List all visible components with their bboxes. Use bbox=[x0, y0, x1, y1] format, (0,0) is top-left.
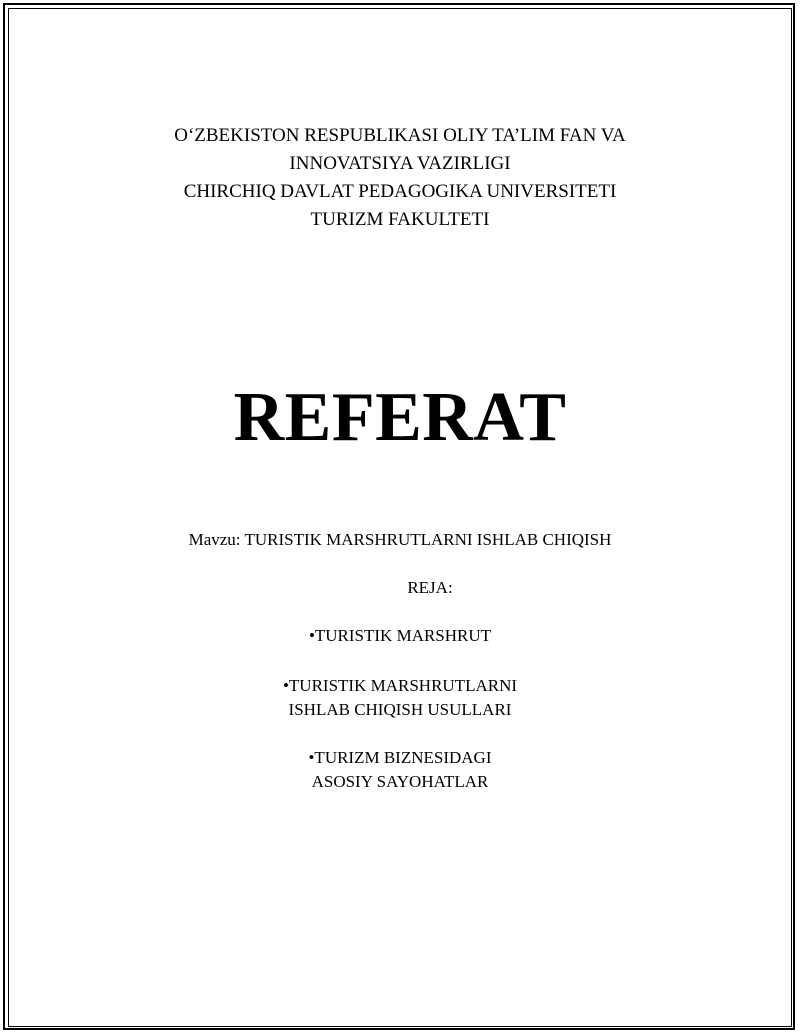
header-line-2: INNOVATSIYA VAZIRLIGI bbox=[289, 153, 511, 174]
plan-item bbox=[0, 674, 800, 722]
header-line-4: TURIZM FAKULTETI bbox=[310, 209, 490, 230]
plan-item bbox=[0, 624, 800, 648]
header-line-1: O‘ZBEKISTON RESPUBLIKASI OLIY TA’LIM FAN VA bbox=[174, 125, 626, 146]
plan-item bbox=[0, 746, 800, 794]
topic-line: Mavzu: TURISTIK MARSHRUTLARNI ISHLAB CHIQISH bbox=[188, 530, 612, 549]
plan-item-line: ASOSIY SAYOHATLAR bbox=[311, 772, 489, 791]
document-title: REFERAT bbox=[233, 379, 567, 456]
plan-item-line: •TURIZM BIZNESIDAGI bbox=[308, 748, 492, 767]
plan-item-line: •TURISTIK MARSHRUT bbox=[308, 626, 492, 645]
institution-header bbox=[0, 122, 800, 234]
plan-heading: REJA: bbox=[407, 578, 453, 597]
plan-item-line: •TURISTIK MARSHRUTLARNI bbox=[282, 676, 518, 695]
header-line-3: CHIRCHIQ DAVLAT PEDAGOGIKA UNIVERSITETI bbox=[183, 181, 617, 202]
plan-item-line: ISHLAB CHIQISH USULLARI bbox=[288, 700, 512, 719]
